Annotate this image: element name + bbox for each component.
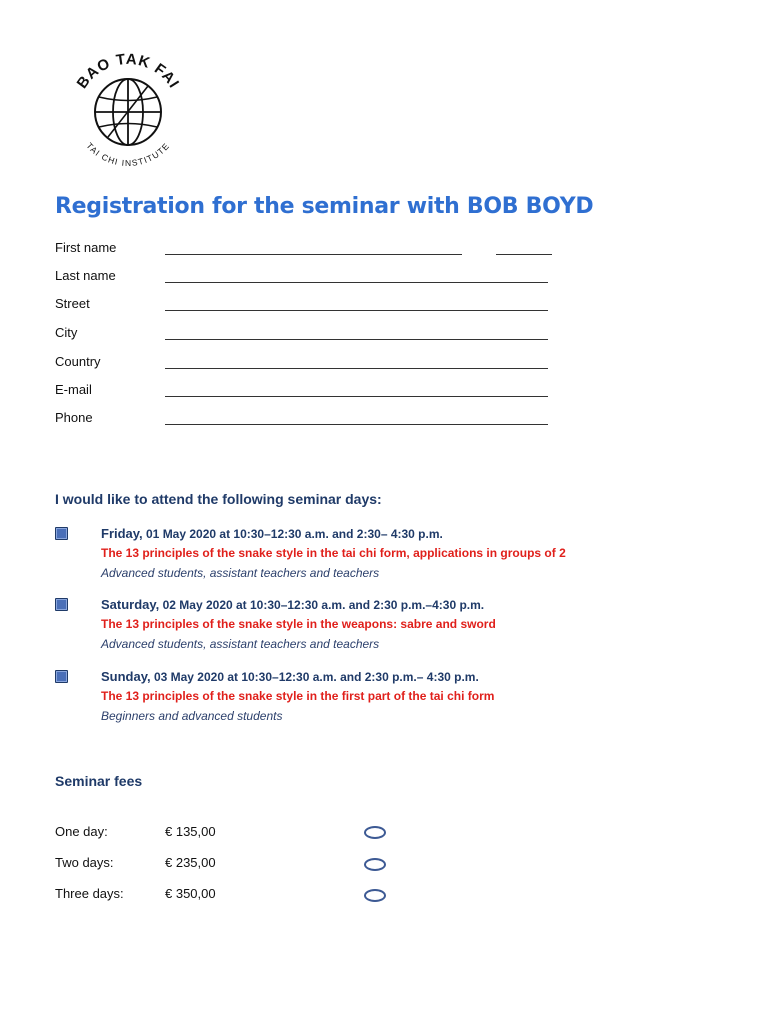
street-label: Street (55, 296, 90, 311)
globe-icon (95, 79, 161, 145)
logo-bottom-text: TAI CHI INSTITUTE (84, 140, 172, 168)
saturday-audience: Advanced students, assistant teachers and teachers (101, 637, 380, 651)
saturday-date: Saturday, 02 May 2020 at 10:30–12:30 a.m. and 2:30 p.m.–4:30 p.m. (101, 597, 485, 612)
sunday-topic: The 13 principles of the snake style in the first part of the tai chi form (101, 689, 495, 703)
fee-three-days-radio[interactable] (364, 889, 386, 902)
saturday-topic: The 13 principles of the snake style in the weapons: sabre and sword (101, 617, 496, 631)
fee-one-day-price: € 135,00 (165, 824, 216, 839)
sunday-audience: Beginners and advanced students (101, 709, 283, 723)
phone-field[interactable] (55, 410, 575, 430)
first-name-line[interactable] (165, 254, 462, 255)
seminar-day-friday (55, 526, 745, 586)
street-line[interactable] (165, 310, 548, 311)
bao-tak-fai-logo (60, 52, 196, 168)
street-field[interactable] (55, 296, 575, 316)
friday-date: Friday, 01 May 2020 at 10:30–12:30 a.m. and 2:30– 4:30 p.m. (101, 526, 443, 541)
phone-line[interactable] (165, 424, 548, 425)
city-line[interactable] (165, 339, 548, 340)
city-label: City (55, 325, 78, 340)
email-field[interactable] (55, 382, 575, 402)
first-name-label: First name (55, 240, 117, 255)
phone-label: Phone (55, 410, 93, 425)
country-line[interactable] (165, 368, 548, 369)
friday-checkbox[interactable] (55, 527, 68, 540)
seminar-days-heading: I would like to attend the following seminar days: (55, 491, 382, 507)
fee-two-days-price: € 235,00 (165, 855, 216, 870)
fee-one-day-label: One day: (55, 824, 108, 839)
last-name-line[interactable] (165, 282, 548, 283)
page-title: Registration for the seminar with BOB BOYD (55, 194, 594, 219)
friday-topic: The 13 principles of the snake style in the tai chi form, applications in groups of 2 (101, 546, 566, 560)
fee-three-days-price: € 350,00 (165, 886, 216, 901)
first-name-field[interactable] (55, 240, 575, 260)
first-name-extra-line[interactable] (496, 254, 552, 255)
seminar-fees-heading: Seminar fees (55, 773, 143, 789)
city-field[interactable] (55, 325, 575, 345)
last-name-label: Last name (55, 268, 116, 283)
email-label: E-mail (55, 382, 92, 397)
country-label: Country (55, 354, 101, 369)
fee-two-days (55, 855, 395, 875)
fee-two-days-radio[interactable] (364, 858, 386, 871)
seminar-day-sunday (55, 669, 745, 729)
logo-top-text: BAO TAK FAI (73, 52, 183, 92)
email-line[interactable] (165, 396, 548, 397)
fee-two-days-label: Two days: (55, 855, 114, 870)
fee-three-days (55, 886, 395, 906)
seminar-day-saturday (55, 597, 745, 657)
sunday-checkbox[interactable] (55, 670, 68, 683)
saturday-checkbox[interactable] (55, 598, 68, 611)
country-field[interactable] (55, 354, 575, 374)
fee-one-day-radio[interactable] (364, 826, 386, 839)
last-name-field[interactable] (55, 268, 575, 288)
friday-audience: Advanced students, assistant teachers and teachers (101, 566, 380, 580)
sunday-date: Sunday, 03 May 2020 at 10:30–12:30 a.m. and 2:30 p.m.– 4:30 p.m. (101, 669, 479, 684)
fee-one-day (55, 824, 395, 844)
fee-three-days-label: Three days: (55, 886, 124, 901)
